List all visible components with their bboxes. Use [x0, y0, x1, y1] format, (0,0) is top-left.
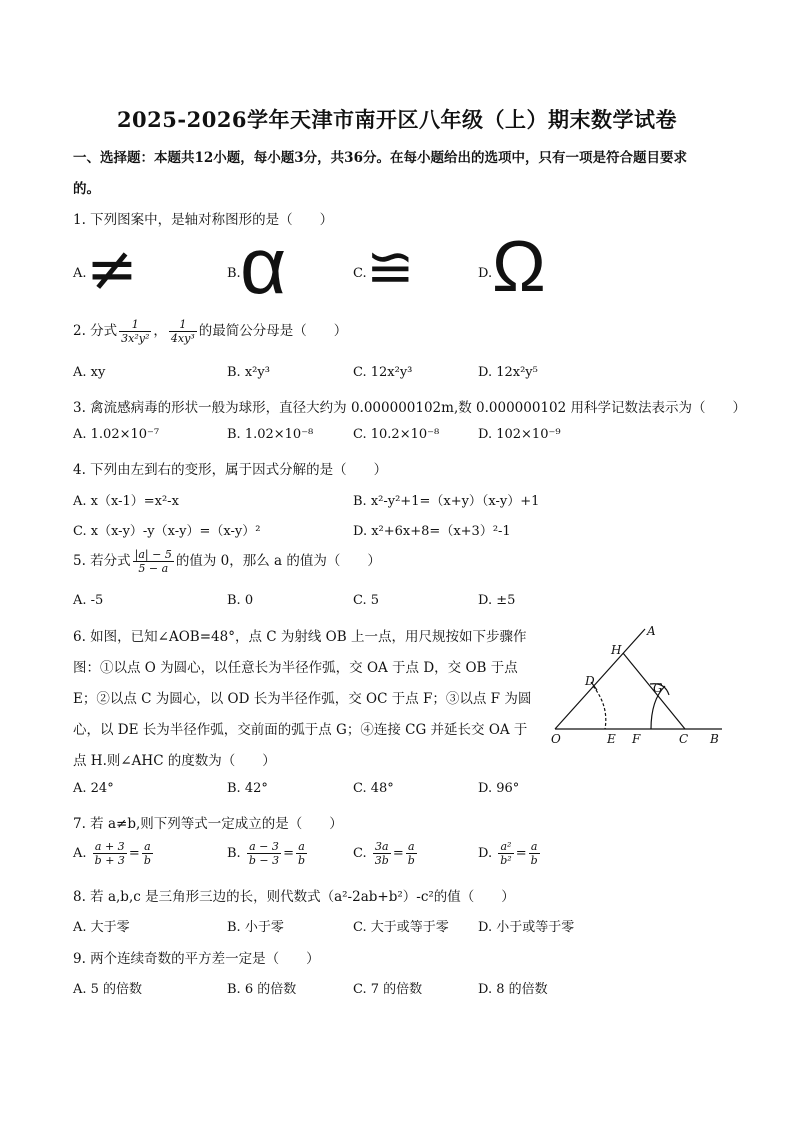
q6-geometry-figure: [547, 622, 727, 750]
q7-c-lhs-num: 3a: [373, 840, 391, 854]
q7-a-label: A.: [73, 846, 87, 861]
q7-d-rhs-num: a: [529, 840, 540, 854]
q6-option-a: A. 24°: [73, 781, 114, 796]
label-d: D: [585, 674, 595, 688]
q7-b-lhs-den: b − 3: [248, 854, 280, 867]
q2-frac2-numerator: 1: [169, 318, 197, 332]
q7-d-lhs-num: a²: [498, 840, 513, 854]
q7-c-eq: =: [392, 846, 404, 861]
q2-suffix: 的最简公分母是（ ）: [198, 323, 348, 339]
q5-option-c: C. 5: [353, 593, 380, 608]
q3-option-d: D. 102×10⁻⁹: [478, 427, 561, 442]
question-3-stem: 3. 禽流感病毒的形状一般为球形，直径大约为 0.000000102m,数 0.000000102 用科学记数法表示为（ ）: [73, 400, 747, 416]
page-title: 2025-2026学年天津市南开区八年级（上）期末数学试卷: [116, 107, 678, 132]
q8-option-b: B. 小于零: [227, 920, 284, 935]
q6-option-b: B. 42°: [227, 781, 268, 796]
q9-option-c: C. 7 的倍数: [353, 982, 423, 997]
q7-option-c: [353, 840, 419, 867]
q4-option-d: D. x²+6x+8=（x+3）²-1: [353, 524, 511, 539]
q7-option-a: [73, 840, 155, 867]
q1-option-c-label: C.: [353, 266, 367, 281]
q2-option-d: D. 12x²y⁵: [478, 365, 538, 380]
section-heading-cont: 的。: [73, 181, 100, 197]
q1-option-b-label: B.: [227, 266, 241, 281]
q7-a-lhs-den: b + 3: [94, 854, 125, 867]
question-6-line-4: 心，以 DE 长为半径作弧，交前面的弧于点 G；④连接 CG 并延长交 OA 于: [73, 722, 528, 738]
q2-option-c: C. 12x²y³: [353, 365, 413, 380]
q5-option-a: A. -5: [73, 593, 104, 608]
question-7-stem: 7. 若 a≠b,则下列等式一定成立的是（ ）: [73, 816, 343, 832]
q7-d-label: D.: [478, 846, 493, 861]
label-o: O: [551, 732, 561, 746]
q7-d-eq: =: [515, 846, 527, 861]
q1-option-c-symbol: ≌: [366, 233, 415, 301]
q7-b-rhs: [296, 840, 307, 867]
q7-c-rhs-den: b: [407, 854, 415, 867]
q7-b-label: B.: [227, 846, 241, 861]
q7-a-eq: =: [128, 846, 140, 861]
q8-option-c: C. 大于或等于零: [353, 920, 449, 935]
question-9-stem: 9. 两个连续奇数的平方差一定是（ ）: [73, 951, 320, 967]
label-e: E: [607, 732, 616, 746]
q2-prefix: 2. 分式: [73, 323, 118, 339]
q2-fraction-2: [169, 318, 197, 345]
q4-option-c: C. x（x-y）-y（x-y）=（x-y）²: [73, 524, 261, 539]
question-1-stem: 1. 下列图案中，是轴对称图形的是（ ）: [73, 212, 334, 228]
question-8-stem: 8. 若 a,b,c 是三角形三边的长，则代数式（a²-2ab+b²）-c²的值（ ）: [73, 889, 515, 905]
question-2-stem: [73, 318, 347, 345]
ray-oa: [555, 629, 645, 729]
q3-option-a: A. 1.02×10⁻⁷: [73, 427, 160, 442]
q5-suffix: 的值为 0，那么 a 的值为（ ）: [175, 553, 381, 569]
q8-option-a: A. 大于零: [73, 920, 130, 935]
q7-c-rhs-num: a: [406, 840, 417, 854]
q7-a-rhs-den: b: [143, 854, 151, 867]
q7-a-lhs: [93, 840, 127, 867]
q2-option-b: B. x²y³: [227, 365, 270, 380]
q7-d-rhs: [529, 840, 540, 867]
label-f: F: [632, 732, 641, 746]
label-a: A: [647, 624, 656, 638]
q1-option-d-symbol: Ω: [492, 227, 546, 307]
q7-b-rhs-den: b: [297, 854, 306, 867]
question-6-line-2: 图：①以点 O 为圆心，以任意长为半径作弧，交 OA 于点 D，交 OB 于点: [73, 660, 518, 676]
q7-d-lhs: [498, 840, 513, 867]
arc-de: [593, 686, 606, 729]
label-h: H: [611, 643, 622, 657]
question-5-stem: [73, 548, 381, 575]
q7-c-lhs: [373, 840, 391, 867]
q7-c-lhs-den: 3b: [374, 854, 389, 867]
q2-separator: ，: [153, 323, 167, 339]
q1-option-b-symbol: α: [240, 221, 287, 310]
q1-option-d-label: D.: [478, 266, 493, 281]
q7-b-lhs: [247, 840, 281, 867]
q7-a-rhs: [142, 840, 153, 867]
q9-option-b: B. 6 的倍数: [227, 982, 297, 997]
q5-fraction: [133, 548, 174, 575]
q8-option-d: D. 小于或等于零: [478, 920, 575, 935]
q7-b-eq: =: [283, 846, 294, 861]
q7-c-label: C.: [353, 846, 367, 861]
q7-b-lhs-num: a − 3: [247, 840, 281, 854]
question-4-stem: 4. 下列由左到右的变形，属于因式分解的是（ ）: [73, 462, 388, 478]
q4-option-a: A. x（x-1）=x²-x: [73, 494, 179, 509]
q2-frac1-numerator: 1: [119, 318, 151, 332]
q7-b-rhs-num: a: [296, 840, 307, 854]
label-c: C: [679, 732, 689, 746]
q5-prefix: 5. 若分式: [73, 553, 131, 569]
q6-option-d: D. 96°: [478, 781, 520, 796]
q7-option-b: [227, 840, 309, 867]
q7-c-rhs: [406, 840, 417, 867]
q5-frac-numerator: |a| − 5: [134, 548, 172, 561]
q5-option-d: D. ±5: [478, 593, 516, 608]
question-6-line-5: 点 H.则∠AHC 的度数为（ ）: [73, 753, 276, 769]
q5-option-b: B. 0: [227, 593, 254, 608]
q3-option-c: C. 10.2×10⁻⁸: [353, 427, 440, 442]
q2-option-a: A. xy: [73, 365, 106, 380]
q3-option-b: B. 1.02×10⁻⁸: [227, 427, 314, 442]
section-heading: 一、选择题：本题共12小题，每小题3分，共36分。在每小题给出的选项中，只有一项是符合题目要求: [73, 150, 687, 166]
question-6-line-3: E；②以点 C 为圆心，以 OD 长为半径作弧，交 OC 于点 F；③以点 F 为圆: [73, 691, 532, 707]
q7-a-rhs-num: a: [142, 840, 153, 854]
q7-d-lhs-den: b²: [500, 854, 512, 867]
q1-option-a-symbol: ≠: [86, 232, 138, 305]
q9-option-a: A. 5 的倍数: [73, 982, 143, 997]
q7-a-lhs-num: a + 3: [93, 840, 127, 854]
q9-option-d: D. 8 的倍数: [478, 982, 548, 997]
q7-option-d: [478, 840, 542, 867]
q7-d-rhs-den: b: [530, 854, 538, 867]
label-b: B: [710, 732, 719, 746]
q4-option-b: B. x²-y²+1=（x+y）（x-y）+1: [353, 494, 540, 509]
q2-frac2-denominator: 4xy³: [170, 332, 195, 345]
q2-fraction-1: [119, 318, 151, 345]
q6-option-c: C. 48°: [353, 781, 394, 796]
label-g: G: [653, 681, 663, 695]
q5-frac-denominator: 5 − a: [138, 562, 169, 575]
q2-frac1-denominator: 3x²y²: [121, 332, 150, 345]
q1-option-a-label: A.: [73, 266, 87, 281]
question-6-line-1: 6. 如图，已知∠AOB=48°，点 C 为射线 OB 上一点，用尺规按如下步骤作: [73, 629, 527, 645]
